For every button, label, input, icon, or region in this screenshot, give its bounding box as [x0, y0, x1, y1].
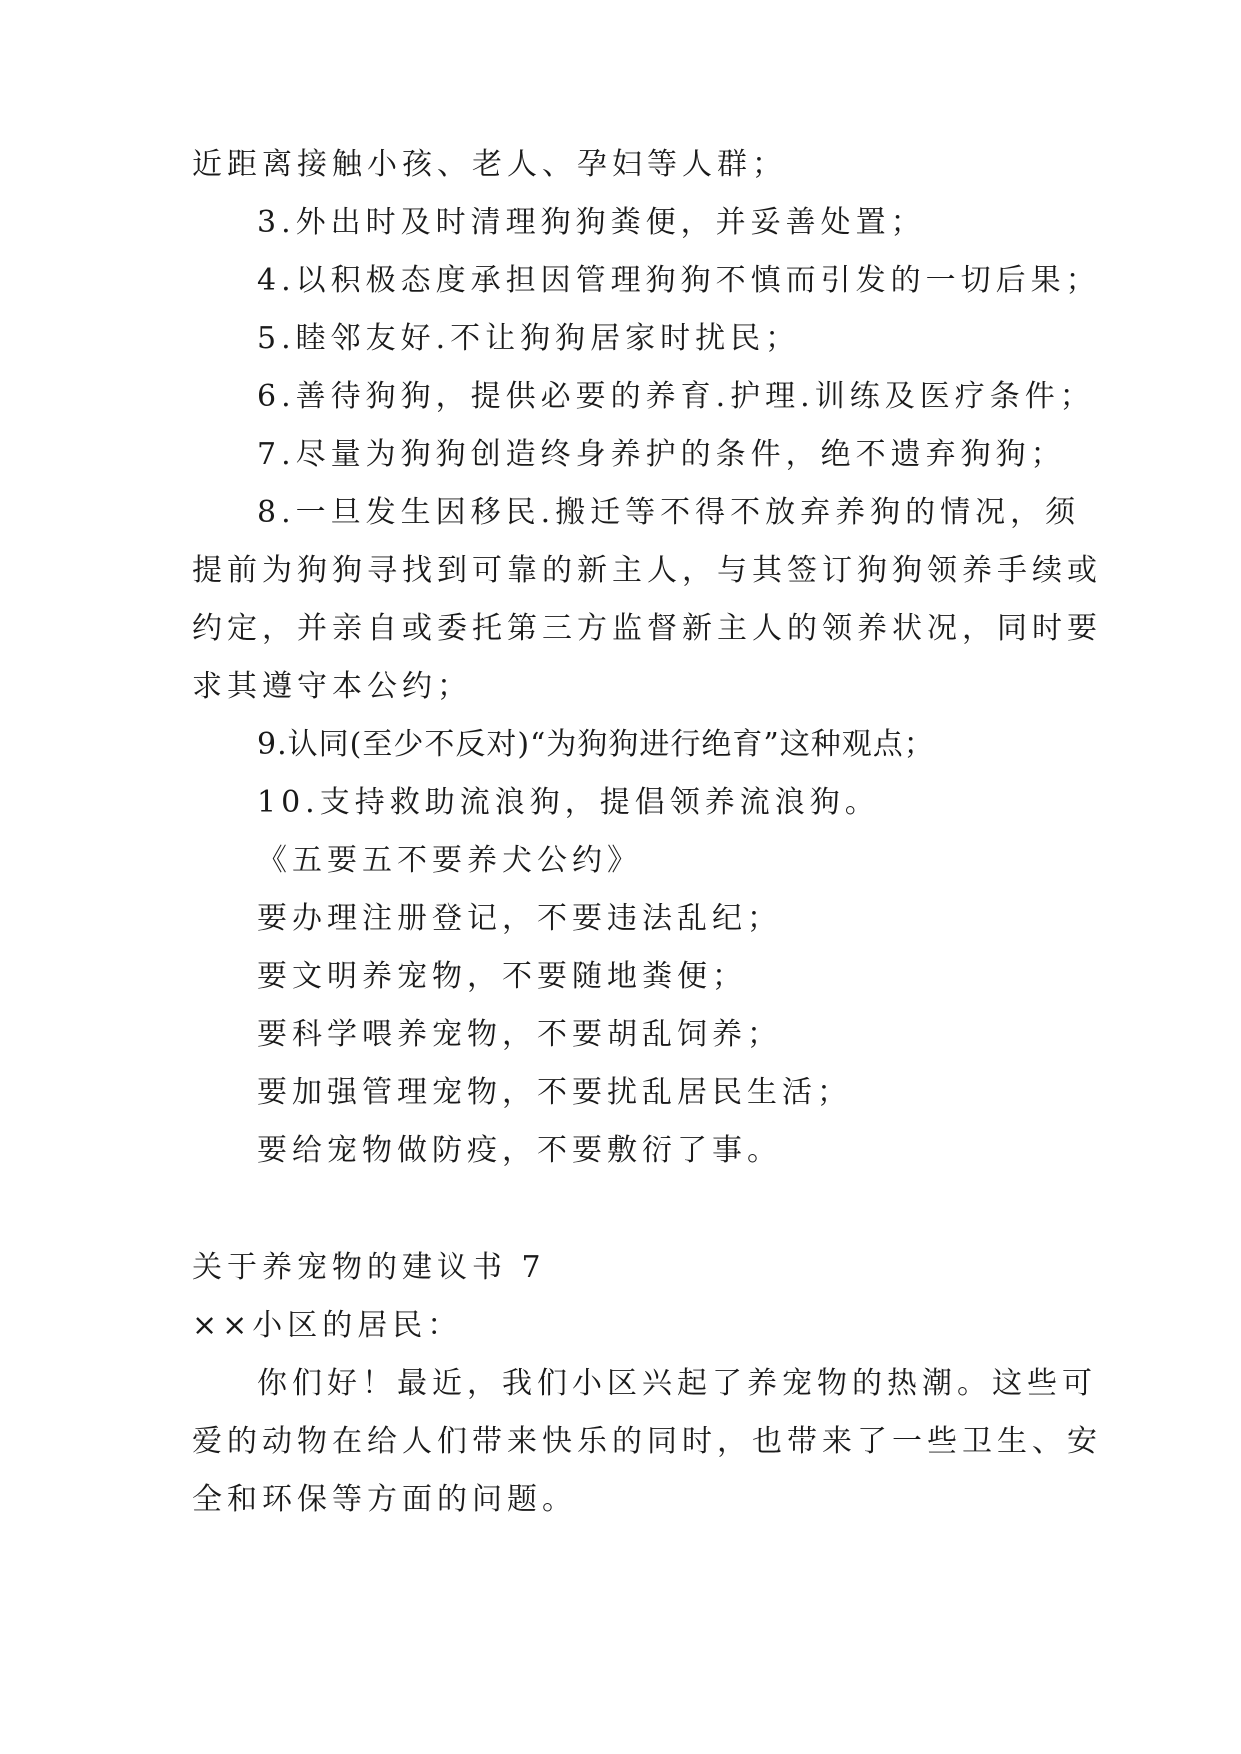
section-title: 关于养宠物的建议书 7: [192, 1250, 546, 1285]
convention-rule: 要科学喂养宠物，不要胡乱饲养；: [257, 1017, 782, 1052]
document-body: [192, 136, 1102, 1529]
list-item-6: 6.善待狗狗，提供必要的养育.护理.训练及医疗条件；: [257, 379, 1095, 414]
text-line: 提前为狗狗寻找到可靠的新主人，与其签订狗狗领养手续或: [192, 553, 1102, 588]
paragraph-line: 爱的动物在给人们带来快乐的同时，也带来了一些卫生、安: [192, 1424, 1102, 1459]
list-item-4: 4.以积极态度承担因管理狗狗不慎而引发的一切后果；: [257, 263, 1101, 298]
list-item-8: 8.一旦发生因移民.搬迁等不得不放弃养狗的情况，须: [257, 495, 1081, 530]
list-item-3: 3.外出时及时清理狗狗粪便，并妥善处置；: [257, 205, 926, 240]
convention-rule: 要给宠物做防疫，不要敷衍了事。: [257, 1133, 782, 1168]
convention-rule: 要文明养宠物，不要随地粪便；: [257, 959, 747, 994]
text-line: 约定，并亲自或委托第三方监督新主人的领养状况，同时要: [192, 611, 1102, 646]
convention-rule: 要办理注册登记，不要违法乱纪；: [257, 901, 782, 936]
text-line: 近距离接触小孩、老人、孕妇等人群；: [192, 147, 787, 182]
paragraph-line: 全和环保等方面的问题。: [192, 1482, 577, 1517]
list-item-5: 5.睦邻友好.不让狗狗居家时扰民；: [257, 321, 801, 356]
convention-title: 《五要五不要养犬公约》: [257, 843, 642, 878]
list-item-7: 7.尽量为狗狗创造终身养护的条件，绝不遗弃狗狗；: [257, 437, 1066, 472]
list-item-9: 9.认同(至少不反对)“为狗狗进行绝育”这种观点；: [257, 727, 935, 762]
text-line: 求其遵守本公约；: [192, 669, 472, 704]
list-item-10: 10.支持救助流浪狗，提倡领养流浪狗。: [257, 785, 880, 820]
convention-rule: 要加强管理宠物，不要扰乱居民生活；: [257, 1075, 852, 1110]
paragraph-line: 你们好！最近，我们小区兴起了养宠物的热潮。这些可: [257, 1366, 1097, 1401]
salutation: ××小区的居民：: [192, 1308, 463, 1343]
section-spacer: [192, 1180, 1072, 1239]
